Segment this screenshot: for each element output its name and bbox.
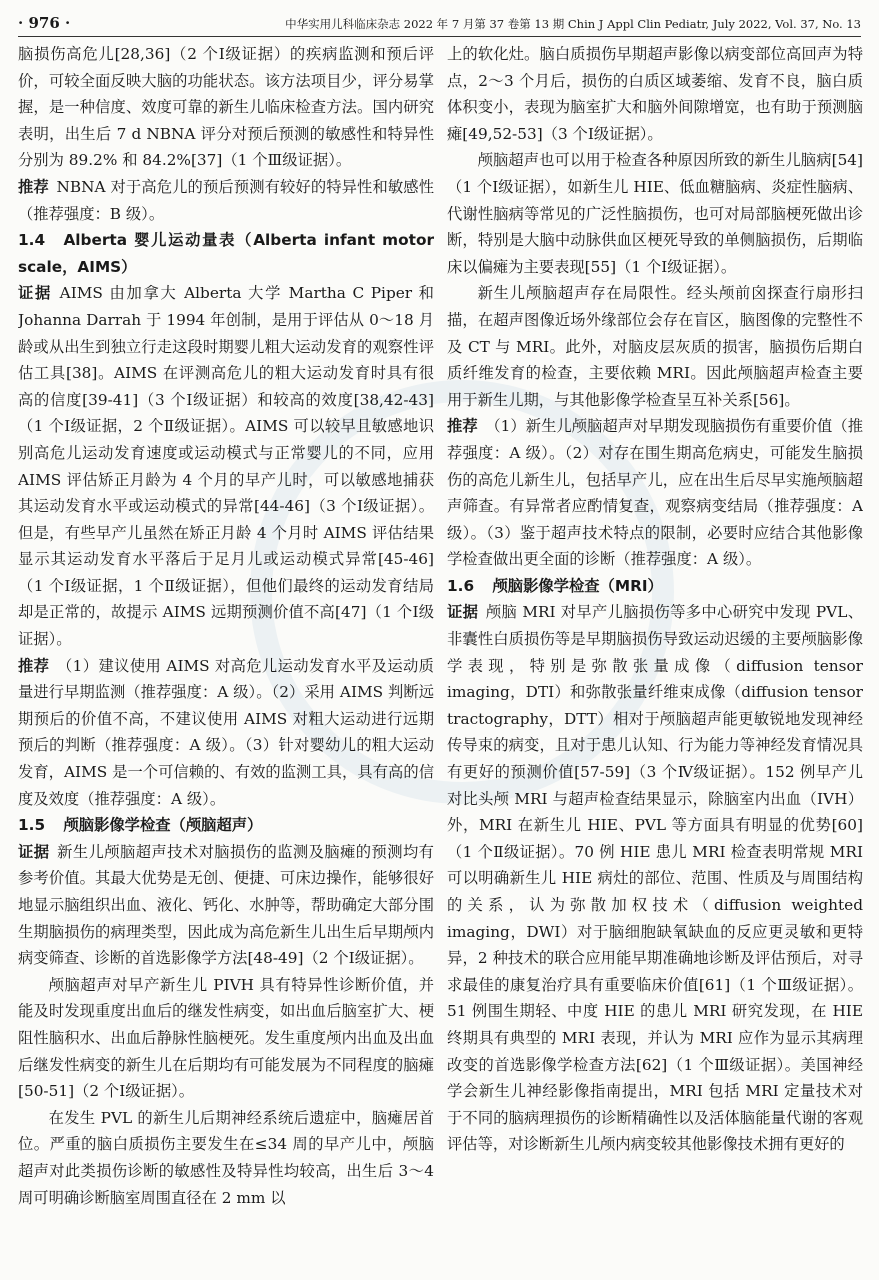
recommendation-text: NBNA 对于高危儿的预后预测有较好的特异性和敏感性（推荐强度：B 级）。 <box>18 177 434 223</box>
evidence-text: 新生儿颅脑超声技术对脑损伤的监测及脑瘫的预测均有参考价值。其最大优势是无创、便捷、可床边操作，能够很好地显示脑组织出血、液化、钙化、水肿等，帮助确定大部分围生期脑损伤的病理类型，因此成为高危新生儿出生后早期颅内病变筛查、诊断的首选影像学方法[48-49]（2 个Ⅰ级证据）。 <box>18 842 434 968</box>
journal-citation: 中华实用儿科临床杂志 2022 年 7 月第 37 卷第 13 期 Chin J Appl Clin Pediatr, July 2022, Vol. 37, No. 13 <box>285 17 861 31</box>
evidence <box>18 280 434 652</box>
left-column <box>18 41 434 1273</box>
paragraph: 在发生 PVL 的新生儿后期神经系统后遗症中，脑瘫居首位。严重的脑白质损伤主要发生在≤34 周的早产儿中，颅脑超声对此类损伤诊断的敏感性及特异性均较高，出生后 3～4 周可明确诊断脑室周围直径在 2 mm 以 <box>18 1108 434 1207</box>
paragraph: 上的软化灶。脑白质损伤早期超声影像以病变部位高回声为特点，2～3 个月后，损伤的白质区域萎缩、发育不良，脑白质体积变小，表现为脑室扩大和脑外间隙增宽，也有助于预测脑瘫[49,52-53]（3 个Ⅰ级证据）。 <box>447 45 863 143</box>
page-number: · 976 · <box>18 14 71 32</box>
evidence-label: 证据 <box>447 603 479 622</box>
recommendation-label: 推荐 <box>447 417 478 436</box>
section-heading-1-6 <box>447 573 863 600</box>
evidence <box>447 599 863 1157</box>
section-title: 颅脑影像学检查（MRI） <box>492 576 663 595</box>
paragraph: 新生儿颅脑超声存在局限性。经头颅前囟探查行扇形扫描，在超声图像近场外缘部位会存在盲区，脑图像的完整性不及 CT 与 MRI。此外，对脑皮层灰质的损害，脑损伤后期白质纤维发育的检查，主要依赖 MRI。因此颅脑超声检查主要用于新生儿期，与其他影像学检查呈互补关系[56]。 <box>447 284 863 409</box>
recommendation <box>447 413 863 573</box>
right-column <box>447 41 863 1273</box>
evidence-text: 颅脑 MRI 对早产儿脑损伤等多中心研究中发现 PVL、非囊性白质损伤等是早期脑损伤导致运动迟缓的主要颅脑影像学表现，特别是弥散张量成像（diffusion tensor imaging，DTI）和弥散张量纤维束成像（diffusion tensor tractography，DTT）相对于颅脑超声能更敏锐地发现神经传导束的病变，且对于患儿认知、行为能力等神经发育情况具有更好的预测价值[57-59]（3 个Ⅳ级证据）。152 例早产儿对比头颅 MRI 与超声检查结果显示，除脑室内出血（IVH）外，MRI 在新生儿 HIE、PVL 等方面具有明显的优势[60]（1 个Ⅱ级证据）。70 例 HIE 患儿 MRI 检查表明常规 MRI 可以明确新生儿 HIE 病灶的部位、范围、性质及与周围结构的关系，认为弥散加权技术（diffusion weighted imaging，DWI）对于脑细胞缺氧缺血的反应更灵敏和更特异，2 种技术的联合应用能早期准确地诊断及评估预后，对寻求最佳的康复治疗具有重要临床价值[61]（1 个Ⅲ级证据）。51 例围生期轻、中度 HIE 的患儿 MRI 研究发现，在 HIE 终期具有典型的 MRI 表现，并认为 MRI 应作为显示其病理改变的首选影像学检查方法[62]（1 个Ⅲ级证据）。美国神经学会新生儿神经影像指南提出，MRI 包括 MRI 定量技术对于不同的脑病理损伤的诊断精确性以及活体脑能量代谢的客观评估等，对诊断新生儿颅内病变较其他影像技术拥有更好的 <box>447 603 863 1154</box>
paragraph: 颅脑超声也可以用于检查各种原因所致的新生儿脑病[54]（1 个Ⅰ级证据），如新生儿 HIE、低血糖脑病、炎症性脑病、代谢性脑病等常见的广泛性脑损伤，也可对局部脑梗死做出诊断，特别是大脑中动脉供血区梗死导致的单侧脑损伤，后期临床以偏瘫为主要表现[55]（1 个Ⅰ级证据）。 <box>447 151 863 276</box>
header-rule <box>18 36 861 37</box>
evidence-label: 证据 <box>18 842 50 861</box>
evidence <box>18 839 434 972</box>
recommendation-text: （1）新生儿颅脑超声对早期发现脑损伤有重要价值（推荐强度：A 级）。（2）对存在围生期高危病史，可能发生脑损伤的高危儿新生儿，包括早产儿，应在出生后尽早实施颅脑超声筛查。有异常者应酌情复查，观察病变结局（推荐强度：A 级）。（3）鉴于超声技术特点的限制，必要时应结合其他影像学检查做出更全面的诊断（推荐强度：A 级）。 <box>447 417 863 569</box>
section-number: 1.6 <box>447 576 475 595</box>
evidence-text: AIMS 由加拿大 Alberta 大学 Martha C Piper 和 Johanna Darrah 于 1994 年创制，是用于评估从 0～18 月龄或从出生到独立行走这段时期婴儿粗大运动发育的观察性评估工具[38]。AIMS 在评测高危儿的粗大运动发育时具有很高的信度[39-41]（3 个Ⅰ级证据）和较高的效度[38,42-43]（1 个Ⅰ级证据，2 个Ⅱ级证据）。AIMS 可以较早且敏感地识别高危儿运动发育速度或运动模式与正常婴儿的不同，应用 AIMS 评估矫正月龄为 4 个月的早产儿时，可以敏感地捕获其运动发育水平或运动模式的异常[44-46]（3 个Ⅰ级证据）。但是，有些早产儿虽然在矫正月龄 4 个月时 AIMS 评估结果显示其运动发育水平落后于足月儿或运动模式异常[45-46]（1 个Ⅰ级证据，1 个Ⅱ级证据），但他们最终的运动发育结局却是正常的，故提示 AIMS 远期预测价值不高[47]（1 个Ⅰ级证据）。 <box>18 284 434 649</box>
section-heading-1-4 <box>18 227 434 280</box>
recommendation-label: 推荐 <box>18 177 49 196</box>
section-title: 颅脑影像学检查（颅脑超声） <box>63 816 263 835</box>
section-number: 1.5 <box>18 816 46 835</box>
evidence-label: 证据 <box>18 284 53 303</box>
paragraph: 颅脑超声对早产新生儿 PIVH 具有特异性诊断价值，并能及时发现重度出血后的继发性病变，如出血后脑室扩大、梗阻性脑积水、出血后静脉性脑梗死。发生重度颅内出血及出血后继发性病变的新生儿在后期均有可能发展为不同程度的脑瘫[50-51]（2 个Ⅰ级证据）。 <box>18 975 434 1101</box>
recommendation <box>18 174 434 227</box>
section-heading-1-5 <box>18 812 434 839</box>
section-title: Alberta 婴儿运动量表（Alberta infant motor scale，AIMS） <box>18 231 434 276</box>
recommendation-text: （1）建议使用 AIMS 对高危儿运动发育水平及运动质量进行早期监测（推荐强度：A 级）。（2）采用 AIMS 判断远期预后的价值不高，不建议使用 AIMS 对粗大运动进行远期预后的判断（推荐强度：A 级）。（3）针对婴幼儿的粗大运动发育，AIMS 是一个可信赖的、有效的监测工具，具有高的信度及效度（推荐强度：A 级）。 <box>18 656 434 808</box>
recommendation <box>18 653 434 813</box>
page-header <box>18 8 861 35</box>
paragraph: 脑损伤高危儿[28,36]（2 个Ⅰ级证据）的疾病监测和预后评价，可较全面反映大脑的功能状态。该方法项目少，评分易掌握，是一种信度、效度可靠的新生儿临床检查方法。国内研究表明，出生后 7 d NBNA 评分对预后预测的敏感性和特异性分别为 89.2% 和 84.2%[37]（1 个Ⅲ级证据）。 <box>18 45 434 170</box>
section-number: 1.4 <box>18 231 46 250</box>
recommendation-label: 推荐 <box>18 656 50 675</box>
